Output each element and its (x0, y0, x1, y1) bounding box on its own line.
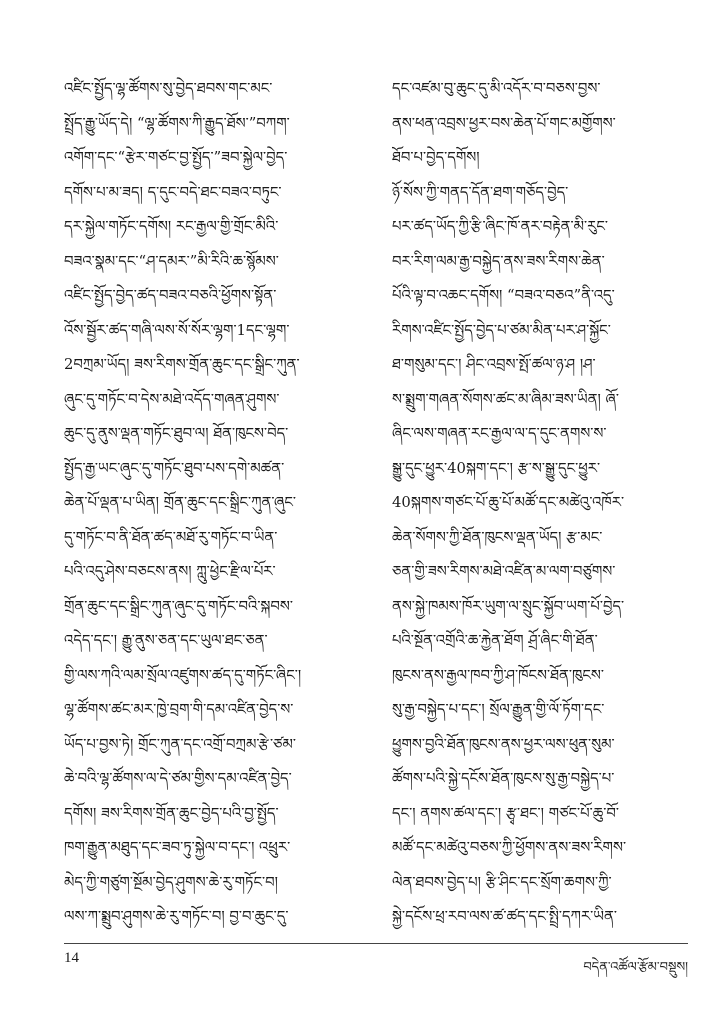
footer-divider (64, 943, 688, 944)
text-line: སྐྱེ་དངོས་ཕྲ་རབ་ལས་ཚ་ཚད་དང་སྤྲི་དཀར་ཡིན་ (392, 908, 617, 925)
text-line: པར་ཚད་ཡོད་ཀྱི་རྩི་ཞིང་ཁོ་ནར་བརྟེན་མི་རུང་ (392, 218, 609, 235)
text-line: ནས་ཕན་འབྲས་ཕྱར་བས་ཆེན་པོ་གང་མགྱོགས་ (392, 114, 616, 132)
text-line: ཕྱུགས་བྱའི་ཐོན་ཁུངས་ནས་ཕྱར་ལས་ཕུན་སུམ་ (392, 735, 615, 753)
left-text-column (64, 72, 360, 935)
text-line: དར་སྐྱེལ་གཏོང་དགོས། རང་རྒྱལ་གྱི་གྲོང་མིའི་ (64, 218, 279, 235)
text-line: འགོག་དང་“རྩེར་གཙང་བྱ་སྤྱོད་”ཟབ་སྐྱེལ་བྱེད་ (64, 149, 288, 166)
text-line: 2བཀྲམ་ཡོད། ཟས་རིགས་གྲོན་ཆུང་དང་སྒྲིང་ཀུན་ (64, 356, 300, 373)
text-line: འདེད་དང་། རྒྱུ་ནུས་ཅན་དང་ཡུལ་ཐང་ཅན་ (64, 632, 268, 649)
text-line: དགོས་པ་མ་ཟད། ད་དུང་བདེ་ཐང་བཟའ་བཏུང་ (64, 183, 282, 201)
text-line: བཟའ་སྣམ་དང་“ཤ་དམར་”མི་རིའི་ཆ་སྙོམས་ (64, 252, 279, 270)
text-line: ཆེ་བའི་ལྷ་ཚོགས་ལ་དེ་ཙམ་གྱིས་དམ་འཛིན་བྱེད་ (64, 770, 292, 787)
text-line: ཆེན་སོགས་ཀྱི་ཐོན་ཁུངས་ལྡན་ཡོད། རྩ་མང་ (392, 528, 603, 546)
text-line: གྲོན་ཆུང་དང་སྒྲིང་ཀུན་ཞུང་དུ་གཏོང་བའི་སྐབས་ (64, 597, 293, 615)
text-line: ཅན་གྱི་ཟས་རིགས་མཐེ་འཛིན་མ་ལག་བཙུགས་ (392, 563, 616, 580)
text-line: ཐ་གསུམ་དང་། ཤིང་འབྲས་སྤོ་ཚལ་ཉ་ཤ །ཤ་ (392, 356, 596, 373)
text-line: མེད་ཀྱི་གཙུག་སྔོམ་བྱེད་ཤུགས་ཆེ་རུ་གཏོང་བ། (64, 873, 278, 891)
text-line: སྤྱོད་རྒྱ་ཡང་ཞུང་དུ་གཏོང་ཐུབ་པས་དགེ་མཚན་ (64, 459, 285, 477)
text-line: འོས་སྦྱོར་ཚད་གཞི་ལས་སོ་སོར་ལྷག་1དང་ལྷག་ (64, 321, 290, 339)
text-line: ཚོགས་པའི་སྐྱེ་དངོས་ཐོན་ཁུངས་སུ་རྒྱ་བསྐྱེད་པ་ (392, 770, 615, 787)
text-line: པའི་སྔོན་འགྲོའི་ཆ་རྐྱེན་ཐོག ཤྲོ་ཞིང་གི་ཐོན་ (392, 632, 598, 649)
text-line: ཐོབ་པ་བྱེད་དགོས། (392, 149, 480, 166)
text-line: ཉོ་སོས་ཀྱི་གནད་དོན་ཐག་གཅོད་བྱེད་ (392, 183, 569, 201)
text-line: ལྷ་ཚོགས་ཚང་མར་ཁྱེ་བྲག་གི་དམ་འཛིན་བྱེད་ས་ (64, 701, 294, 718)
text-line: པོའི་ལྟ་བ་འཆང་དགོས། “བཟའ་བཅའ”ནི་འདུ་ (392, 287, 615, 304)
running-title: བདེན་འཚོལ་རྩོམ་བསྡུས། (583, 960, 688, 975)
text-line: འཛིང་སྤྱོད་བྱེད་ཚད་བཟའ་བཅའི་ཕྱོགས་སྟོན་ (64, 287, 277, 304)
text-line: 40སྐགས་གཙང་པོ་ཆུ་པོ་མཚོ་དང་མཚེའུ་འཁོར་ (392, 494, 625, 511)
page-number: 14 (64, 950, 79, 966)
text-line: འཛིང་སྤྱོད་ལྷ་ཚོགས་སུ་བྱེད་ཐབས་གང་མང་ (64, 80, 273, 97)
text-line: དང་འཛམ་བུ་ཆུང་དུ་མི་འདོར་བ་བཅས་བྱས་ (392, 80, 601, 97)
text-line: ཁུངས་ནས་རྒྱལ་ཁབ་ཀྱི་ཤ་ཁོངས་ཐོན་ཁུངས་ (392, 666, 604, 684)
text-line: ཁག་རྒྱུན་མཐུད་དང་ཟབ་ཏུ་སྐྱེལ་བ་དང་། འཕྲུར་ (64, 839, 291, 856)
text-line: དང་། ནགས་ཚལ་དང་། རྩྭ་ཐང་། གཙང་པོ་ཆུ་བོ་ (392, 804, 619, 822)
text-line: སྒྱུ་དུང་ཕྱུར་40སྐག་དང་། རྩ་ས་སྒྱུ་དུང་ཕྱུར་ (392, 459, 601, 477)
text-line: ཆེན་པོ་ལྡན་པ་ཡིན། གྲོན་ཆུང་དང་སྒྲིང་ཀུན་ཞུང་ (64, 494, 297, 511)
text-line: དུ་གཏོང་བ་ནི་ཐོན་ཚད་མཐོ་རུ་གཏོང་བ་ཡིན་ (64, 528, 278, 546)
text-line: སྤྲོད་རྒྱུ་ཡོད་དེ། “ལྷ་ཚོགས་ཀི་རྒྱུད་ཐོས་”བཀག་ (64, 114, 290, 132)
text-line: སུ་རྒྱ་བསྐྱེད་པ་དང་། སྲོལ་རྒྱུན་གྱི་ལོ་ཏོག་དང་ (392, 701, 605, 718)
text-line: རིགས་འཛིང་སྤྱོད་བྱེད་པ་ཙམ་མིན་པར་ཤ་སྐྱོང་ (392, 321, 611, 339)
text-line: ཆུང་དུ་ནུས་ལྡན་གཏོང་ཐུབ་ལ། ཐོན་ཁུངས་བེད་ (64, 425, 289, 442)
text-line: ནས་སྐྱེ་ཁམས་ཁོར་ཡུག་ལ་སྲུང་སྐྱོབ་ཡག་པོ་བྱེད་ (392, 597, 625, 615)
text-line: ཡོད་པ་བྱས་ཏེ། གྲོང་ཀུན་དང་འགྲོ་བཀྲམ་རྩེ་ཙམ་ (64, 735, 296, 753)
right-text-column (392, 72, 688, 935)
text-line: ས་སྨྲུག་གཞན་སོགས་ཚང་མ་ཞིམ་ཟས་ཡིན། ཞོ་ (392, 390, 619, 408)
text-line: མཚོ་དང་མཚེའུ་བཅས་ཀྱི་ཕྱོགས་ནས་ཟས་རིགས་ (392, 839, 627, 856)
text-line: ལས་ཀ་སྨྲུབ་ཤུགས་ཆེ་རུ་གཏོང་བ། བྱ་བ་ཆུང་དུ་ (64, 908, 289, 925)
text-line: བར་རིག་ལམ་རྒྱ་བསྐྱེད་ནས་ཟས་རིགས་ཆེན་ (392, 252, 605, 270)
text-line: དགོས། ཟས་རིགས་གྲོན་ཆུང་བྱེད་པའི་བྱ་སྤྱོད་ (64, 804, 279, 822)
text-line: ལེན་ཐབས་བྱེད་པ། རྩི་ཤིང་དང་སྲོག་ཆགས་ཀྱི་ (392, 873, 612, 891)
text-line: ཞུང་དུ་གཏོང་བ་དེས་མཐེ་འདོད་གཞན་ཤུགས་ (64, 390, 280, 408)
text-line: གྱི་ལས་ཀའི་ལམ་སྲོལ་འཛུགས་ཚད་དུ་གཏོང་ཞིང་། (64, 666, 302, 684)
text-line: པའི་འདུ་ཤེས་བཅངས་ནས། ཀླུ་ཕྱེང་རྫིལ་པོར་ (64, 563, 276, 580)
text-line: ཞིང་ལས་གཞན་རང་རྒྱལ་ལ་ད་དུང་ནགས་ས་ (392, 425, 607, 442)
